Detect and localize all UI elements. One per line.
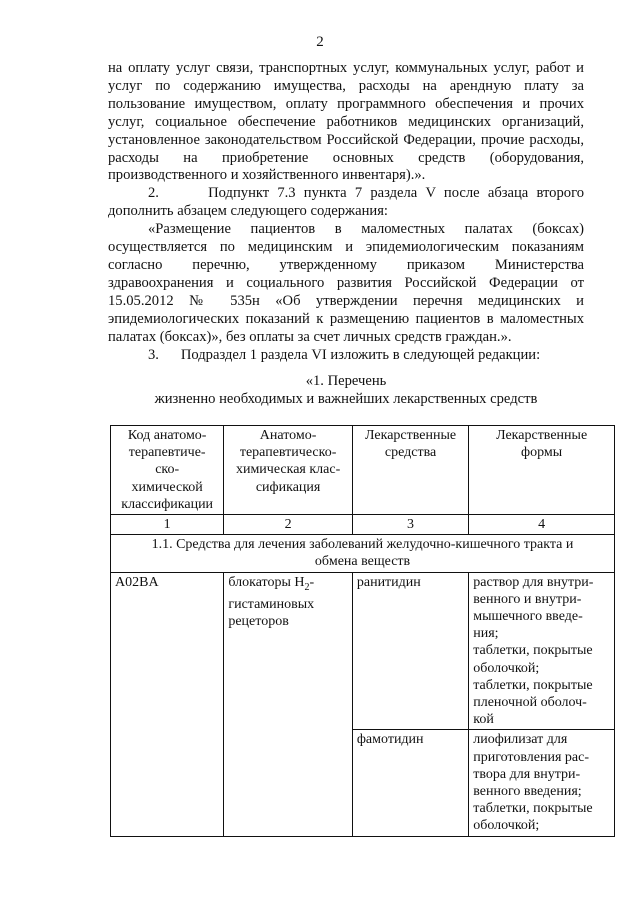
list-heading-line1: «1. Перечень: [305, 373, 387, 389]
page-number: 2: [316, 34, 324, 50]
table-section-row: [111, 535, 615, 572]
atc-group: блокаторы $H_2-$ гистаминовых рецеторов: [224, 572, 353, 836]
header-classification: Анатомо- терапевтическо- химическая клас- сификация: [224, 426, 353, 515]
column-number: 4: [469, 515, 615, 535]
header-code: Код анатомо- терапевтиче- ско- химической классификации: [111, 426, 224, 515]
drug-forms: раствор для внутри- венного и внутри- мышечного введе- ния; таблетки, покрытые оболочкой; таблетки, покрытые пленочной оболоч- кой: [469, 572, 615, 730]
table-number-row: [111, 515, 615, 535]
column-number: 1: [111, 515, 224, 535]
header-drugs: Лекарственные средства: [352, 426, 468, 515]
drug-forms: лиофилизат для приготовления рас- твора для внутри- венного введения; таблетки, покрытые оболочкой;: [469, 730, 615, 836]
paragraph-quote: «Размещение пациентов в маломестных палатах (боксах) осуществляется по медицинским и эпидемиологическим показаниям согласно перечню, утвержденному приказом Министерства здравоохранения и социального развития Российской Федерации от 15.05.2012 № 535н «Об утверждении перечня медицинских и эпидемиологических показаний к размещению пациентов в маломестных палатах (боксах)», без оплаты за счет личных средств граждан.».: [108, 221, 584, 345]
table-header-row: [111, 426, 615, 515]
drug-name: фамотидин: [352, 730, 468, 836]
drug-table: [110, 425, 615, 837]
column-number: 2: [224, 515, 353, 535]
body-text: [108, 60, 584, 364]
section-title: 1.1. Средства для лечения заболеваний желудочно-кишечного тракта и обмена веществ: [111, 535, 615, 572]
list-heading-line2: жизненно необходимых и важнейших лекарственных средств: [154, 390, 538, 407]
paragraph-item-2: 2. Подпункт 7.3 пункта 7 раздела V после абзаца второго дополнить абзацем следующего содержания:: [108, 185, 584, 220]
paragraph-item-3: 3. Подраздел 1 раздела VI изложить в следующей редакции:: [148, 346, 541, 363]
table-row: [111, 572, 615, 730]
header-forms: Лекарственные формы: [469, 426, 615, 515]
paragraph-continuation: на оплату услуг связи, транспортных услуг, коммунальных услуг, работ и услуг по содержанию имущества, расходы на арендную плату за пользование имуществом, оплату программного обеспечения и прочих услуг, социальное обеспечение работников медицинских организаций, установленное законодательством Российской Федерации, прочие расходы, расходы на приобретение основных средств (оборудования, производственного и хозяйственного инвентаря).».: [108, 60, 584, 184]
column-number: 3: [352, 515, 468, 535]
drug-name: ранитидин: [352, 572, 468, 730]
atc-code: A02BA: [111, 572, 224, 836]
list-heading: [108, 373, 584, 409]
